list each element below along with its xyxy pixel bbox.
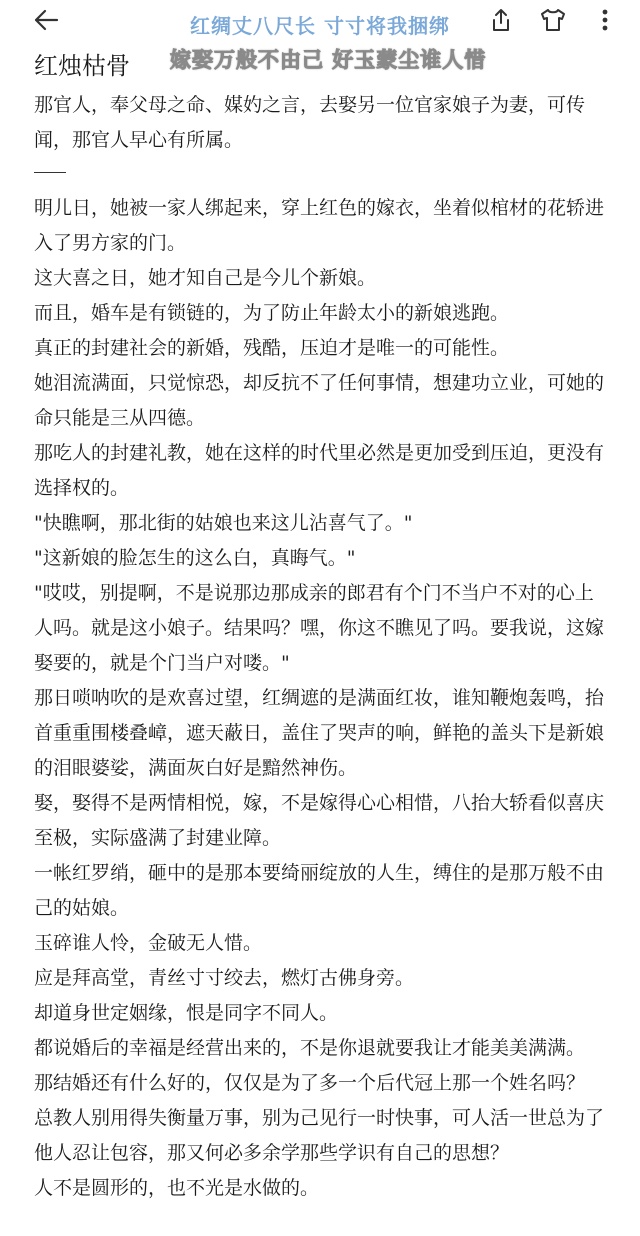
overlay-caption-line1: 红绸丈八尺长 寸寸将我捆绑 — [190, 14, 450, 38]
paragraph: 却道身世定姻缘，恨是同字不同人。 — [34, 1002, 339, 1024]
article-body — [34, 88, 612, 1206]
back-arrow-icon — [33, 9, 59, 31]
more-vertical-icon — [601, 8, 609, 32]
paragraph: 那结婚还有什么好的，仅仅是为了多一个后代冠上那一个姓名吗？ — [34, 1072, 586, 1094]
paragraph: 明儿日，她被一家人绑起来，穿上红色的嫁衣，坐着似棺材的花轿进入了男方家的门。 — [34, 197, 605, 254]
intro-paragraph: 那官人，奉父母之命、媒妁之言，去娶另一位官家娘子为妻，可传闻，那官人早心有所属。 — [34, 94, 586, 151]
paragraph: 娶，娶得不是两情相悦，嫁，不是嫁得心心相惜，八抬大轿看似喜庆至极，实际盛满了封建业障。 — [34, 792, 605, 849]
paragraph: 都说婚后的幸福是经营出来的，不是你退就要我让才能美美满满。 — [34, 1037, 586, 1059]
back-button[interactable] — [28, 6, 64, 34]
overlay-caption-line2: 嫁娶万般不由己 好玉蒙尘谁人惜 — [170, 48, 487, 72]
share-button[interactable] — [484, 4, 518, 36]
tshirt-icon — [539, 8, 567, 32]
share-icon — [490, 7, 512, 33]
paragraph: 而且，婚车是有锁链的，为了防止年龄太小的新娘逃跑。 — [34, 302, 510, 324]
dialogue-paragraph: "哎哎，别提啊，不是说那边那成亲的郎君有个门不当户不对的心上人吗。就是这小娘子。结果吗？嘿，你这不瞧见了吗。要我说，这嫁娶要的，就是个门当户对喽。" — [34, 582, 605, 674]
paragraph: 应是拜高堂，青丝寸寸绞去，燃灯古佛身旁。 — [34, 967, 415, 989]
dialogue-paragraph: "这新娘的脸怎生的这么白，真晦气。" — [34, 547, 356, 569]
paragraph: 总教人别用得失衡量万事，别为己见行一时快事，可人活一世总为了他人忍让包容，那又何必多余学那些学识有自己的思想？ — [34, 1107, 605, 1164]
paragraph: 一帐红罗绡，砸中的是那本要绮丽绽放的人生，缚住的是那万般不由己的姑娘。 — [34, 862, 605, 919]
more-button[interactable] — [588, 4, 622, 36]
paragraph: 真正的封建社会的新婚，残酷，压迫才是唯一的可能性。 — [34, 337, 510, 359]
paragraph: 那日唢呐吹的是欢喜过望，红绸遮的是满面红妆，谁知鞭炮轰鸣，抬首重重围楼叠嶂，遮天蔽日，盖住了哭声的响，鲜艳的盖头下是新娘的泪眼婆娑，满面灰白好是黯然神伤。 — [34, 687, 605, 779]
paragraph: 她泪流满面，只觉惊恐，却反抗不了任何事情，想建功立业，可她的命只能是三从四德。 — [34, 372, 605, 429]
toolbar-actions — [484, 4, 622, 36]
paragraph: 这大喜之日，她才知自己是今儿个新娘。 — [34, 267, 377, 289]
paragraph: 玉碎谁人怜，金破无人惜。 — [34, 932, 263, 954]
tshirt-button[interactable] — [536, 4, 570, 36]
paragraph: 那吃人的封建礼教，她在这样的时代里必然是更加受到压迫，更没有选择权的。 — [34, 442, 605, 499]
paragraph: 人不是圆形的，也不光是水做的。 — [34, 1177, 320, 1199]
article-title: 红烛枯骨 — [34, 52, 130, 80]
dialogue-paragraph: "快瞧啊，那北街的姑娘也来这儿沾喜气了。" — [34, 512, 413, 534]
section-divider — [34, 172, 66, 173]
